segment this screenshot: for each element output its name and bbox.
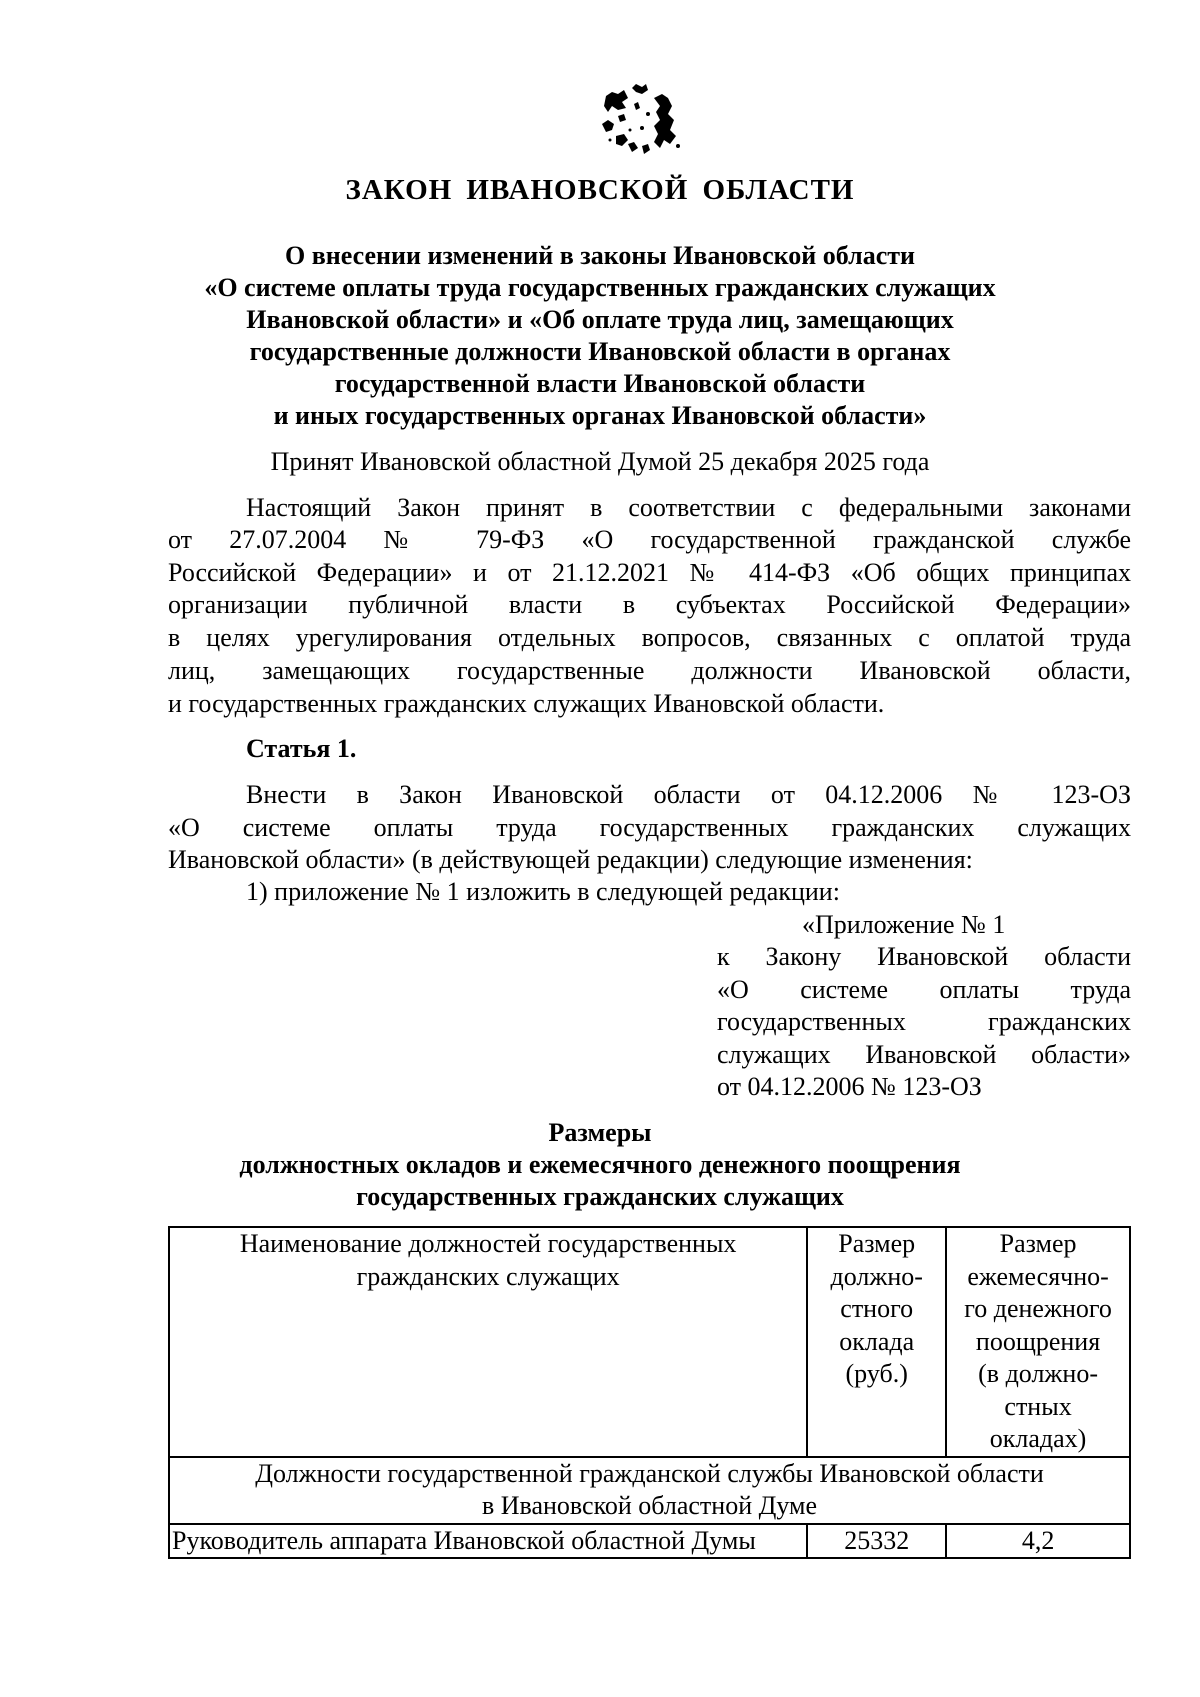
table-title-line: государственных гражданских служащих bbox=[356, 1182, 844, 1211]
header-salary bbox=[807, 1227, 946, 1457]
table-header-row bbox=[169, 1227, 1130, 1457]
appendix-line: «Приложение № 1 bbox=[802, 910, 1006, 939]
appendix-line: от 04.12.2006 № 123-ОЗ bbox=[717, 1072, 982, 1101]
header-text: Наименование должностей государственных bbox=[239, 1229, 737, 1258]
subtitle-line: «О системе оплаты труда государственных гражданских служащих bbox=[204, 273, 996, 302]
header-text: должно- bbox=[830, 1261, 923, 1291]
appendix-line: служащих Ивановской области» bbox=[717, 1040, 1131, 1069]
row-name-cell: Руководитель аппарата Ивановской областной Думы bbox=[169, 1524, 807, 1559]
preamble-line: организации публичной власти в субъектах Российской Федерации» bbox=[168, 590, 1131, 619]
article-heading: Статья 1. bbox=[246, 734, 357, 763]
table-section-row bbox=[169, 1457, 1130, 1524]
section-text: Должности государственной гражданской службы Ивановской области bbox=[255, 1458, 1044, 1488]
preamble-line: Российской Федерации» и от 21.12.2021 № 414-ФЗ «Об общих принципах bbox=[168, 558, 1131, 587]
header-text: Размер bbox=[838, 1229, 916, 1258]
header-text: поощрения bbox=[975, 1326, 1101, 1356]
header-text: (руб.) bbox=[845, 1359, 908, 1388]
subtitle-line: и иных государственных органах Ивановской области» bbox=[273, 401, 927, 430]
article-line: «О системе оплаты труда государственных гражданских служащих bbox=[168, 813, 1131, 842]
appendix-line: «О системе оплаты труда bbox=[717, 975, 1131, 1004]
header-text: ежемесячно- bbox=[967, 1261, 1109, 1291]
row-bonus-cell: 4,2 bbox=[946, 1524, 1130, 1559]
article-line: Ивановской области» (в действующей редакции) следующие изменения: bbox=[168, 845, 973, 874]
subtitle-line: государственные должности Ивановской области в органах bbox=[249, 337, 951, 366]
header-text: Размер bbox=[999, 1229, 1077, 1258]
preamble-line: лиц, замещающих государственные должности Ивановской области, bbox=[168, 656, 1131, 685]
coat-of-arms-icon bbox=[598, 84, 684, 156]
section-cell bbox=[169, 1457, 1130, 1524]
header-text: стного bbox=[840, 1294, 914, 1323]
header-text: стных bbox=[1004, 1391, 1072, 1421]
subtitle-line: Ивановской области» и «Об оплате труда лиц, замещающих bbox=[246, 305, 954, 334]
header-text: гражданских служащих bbox=[356, 1261, 620, 1291]
header-text: оклада bbox=[839, 1326, 915, 1356]
table-row bbox=[169, 1524, 1130, 1559]
preamble-line: от 27.07.2004 № 79-ФЗ «О государственной гражданской службе bbox=[168, 525, 1131, 554]
article-line: Внести в Закон Ивановской области от 04.12.2006 № 123-ОЗ bbox=[246, 780, 1131, 809]
table-title-line: Размеры bbox=[548, 1118, 652, 1147]
preamble-line: и государственных гражданских служащих Ивановской области. bbox=[168, 689, 885, 718]
header-name bbox=[169, 1227, 807, 1457]
salary-table bbox=[168, 1226, 1131, 1559]
table-title-line: должностных окладов и ежемесячного денежного поощрения bbox=[239, 1150, 961, 1179]
row-salary-cell: 25332 bbox=[807, 1524, 946, 1559]
subtitle-line: О внесении изменений в законы Ивановской области bbox=[285, 241, 915, 270]
article-line: 1) приложение № 1 изложить в следующей редакции: bbox=[246, 877, 840, 906]
law-title: ЗАКОН ИВАНОВСКОЙ ОБЛАСТИ bbox=[345, 174, 855, 206]
header-bonus bbox=[946, 1227, 1130, 1457]
appendix-line: к Закону Ивановской области bbox=[717, 942, 1131, 971]
section-text: в Ивановской областной Думе bbox=[481, 1491, 818, 1520]
adoption-line: Принят Ивановской областной Думой 25 декабря 2025 года bbox=[270, 447, 930, 476]
preamble-line: Настоящий Закон принят в соответствии с федеральными законами bbox=[246, 493, 1131, 522]
appendix-line: государственных гражданских bbox=[717, 1007, 1131, 1036]
header-text: го денежного bbox=[964, 1294, 1112, 1323]
header-text: (в должно- bbox=[978, 1359, 1098, 1388]
preamble-line: в целях урегулирования отдельных вопросов, связанных с оплатой труда bbox=[168, 623, 1131, 652]
header-text: окладах) bbox=[989, 1424, 1087, 1453]
subtitle-line: государственной власти Ивановской области bbox=[334, 369, 866, 398]
